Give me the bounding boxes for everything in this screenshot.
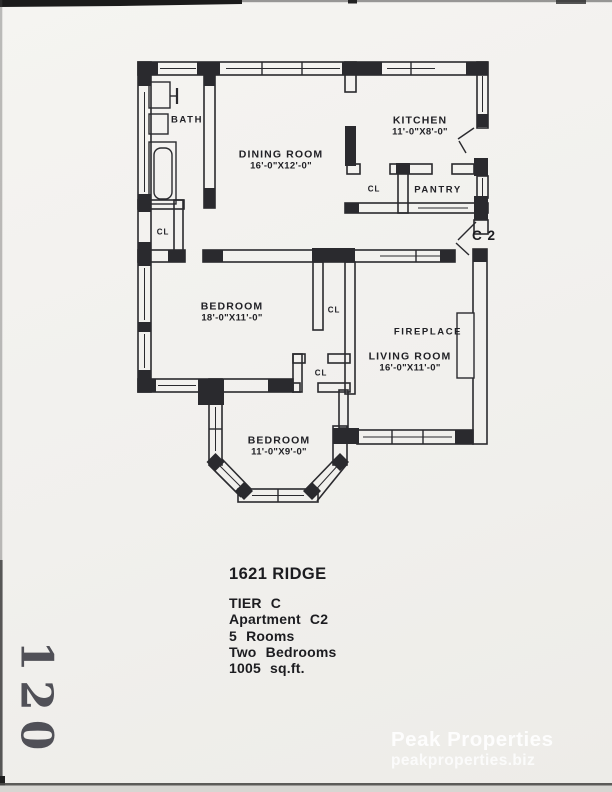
apartment-info-block	[229, 565, 336, 676]
room-label-kitchen: KITCHEN 11'-0"X8'-0"	[392, 114, 448, 138]
room-label-pantry: PANTRY	[414, 184, 462, 196]
watermark-brand: Peak Properties	[391, 728, 554, 751]
info-bedrooms: Two Bedrooms	[229, 643, 337, 660]
toilet-fixture	[149, 82, 170, 108]
room-label-bath: BATH	[170, 114, 204, 126]
watermark	[391, 729, 553, 770]
watermark-site: peakproperties.biz	[391, 752, 536, 770]
room-label-bath-closet: CL	[156, 227, 170, 237]
info-area: 1005 sq.ft.	[229, 660, 305, 677]
room-label-dining: DINING ROOM 16'-0"X12'-0"	[238, 148, 324, 172]
room-label-bedroom1: BEDROOM 18'-0"X11'-0"	[200, 300, 264, 324]
unit-label-c2: C 2	[471, 228, 497, 244]
sink-fixture	[149, 114, 168, 134]
info-apartment: Apartment C2	[229, 611, 329, 628]
info-room-count: 5 Rooms	[229, 627, 295, 644]
page-number-stamp: 120	[10, 640, 62, 760]
room-label-small-closet: CL	[314, 368, 328, 378]
info-tier: TIER C	[229, 595, 282, 611]
room-label-kitchen-closet: CL	[367, 184, 381, 194]
room-label-hall-closet: CL	[327, 305, 341, 315]
room-label-bedroom2: BEDROOM 11'-0"X9'-0"	[247, 434, 311, 458]
fireplace-box	[457, 313, 474, 378]
room-label-living: LIVING ROOM 16'-0"X11'-0"	[368, 350, 452, 374]
room-label-fireplace: FIREPLACE	[393, 326, 463, 338]
building-address: 1621 RIDGE	[229, 565, 327, 583]
